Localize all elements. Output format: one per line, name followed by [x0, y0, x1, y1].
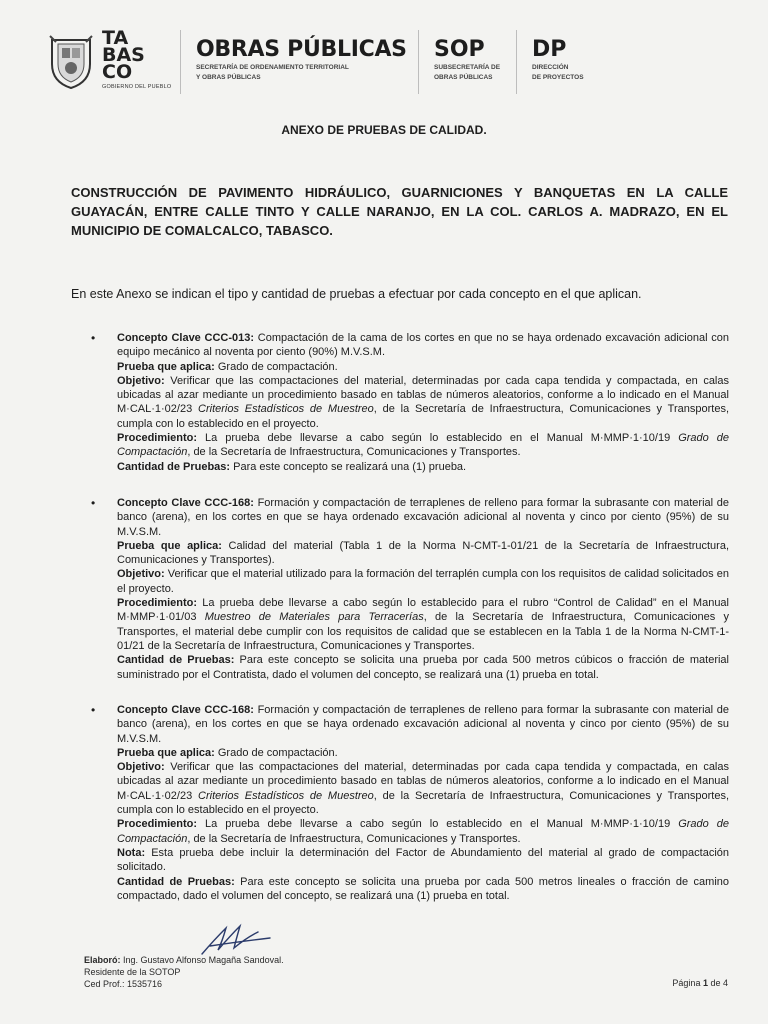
- test-label: Prueba que aplica:: [117, 360, 215, 373]
- concept-label: Concepto Clave CCC-168:: [117, 704, 254, 716]
- page-total: de 4: [707, 978, 728, 988]
- bullet-icon: •: [91, 331, 96, 345]
- page-number: [672, 978, 728, 988]
- concept-item: [91, 496, 729, 682]
- concept-item: [91, 703, 729, 903]
- logo-line-2: BAS: [102, 44, 145, 66]
- test-label: Prueba que aplica:: [117, 539, 222, 552]
- quantity-text: Para este concepto se solicita una prueba por cada 500 metros lineales o fracción de camino compactado, dado el volumen del concepto, se realizará una (1) prueba en total.: [117, 875, 729, 902]
- sop-block: [434, 38, 500, 82]
- page-word: Página: [672, 978, 703, 988]
- bullet-icon: •: [91, 496, 96, 510]
- quantity-text: Para este concepto se solicita una prueba por cada 500 metros cúbicos o fracción de material suministrado por el Contratista, dado el volumen del concepto, se realizará una (1) prueba en total.: [117, 654, 729, 681]
- procedure-manual-title: Grado de Compactación: [117, 818, 729, 845]
- concept-label: Concepto Clave CCC-168:: [117, 497, 254, 509]
- test-text: Grado de compactación.: [214, 360, 338, 373]
- procedure-text: , de la Secretaría de Infraestructura, Comunicaciones y Transportes.: [187, 446, 521, 459]
- project-name: CONSTRUCCIÓN DE PAVIMENTO HIDRÁULICO, GUARNICIONES Y BANQUETAS EN LA CALLE GUAYACÁN, ENTRE CALLE TINTO Y CALLE NARANJO, EN LA COL. CARLOS A. MADRAZO, EN EL MUNICIPIO DE COMALCALCO, TABASCO.: [71, 185, 728, 238]
- dp-acronym: DP: [532, 37, 567, 62]
- header-divider: [516, 30, 517, 94]
- document-title: ANEXO DE PRUEBAS DE CALIDAD.: [281, 123, 487, 137]
- concept-item: [91, 331, 729, 474]
- dp-subtitle-1: DIRECCIÓN: [532, 64, 569, 71]
- concept-text: Compactación de la cama de los cortes en que no se haya ordenado excavación adicional con equipo mecánico al noventa por ciento (90%) M.V.S.M.: [117, 332, 729, 359]
- sop-subtitle-1: SUBSECRETARÍA DE: [434, 64, 501, 71]
- objective-label: Objetivo:: [117, 761, 165, 774]
- procedure-manual-title: Grado de Compactación: [117, 432, 729, 459]
- quantity-label: Cantidad de Pruebas:: [117, 875, 235, 888]
- letterhead: [38, 24, 738, 100]
- procedure-text: La prueba debe llevarse a cabo según lo establecido en el Manual M·MMP·1·10/19: [197, 818, 679, 831]
- state-coat-of-arms-icon: [46, 34, 96, 90]
- concept-label: Concepto Clave CCC-013:: [117, 332, 255, 344]
- sop-subtitle-2: OBRAS PÚBLICAS: [434, 74, 493, 81]
- objective-text: Verificar que las compactaciones del material, determinadas por cada capa tendida y compactada, en calas ubicadas al azar mediante un procedimiento basado en tablas de números aleatorios, conforme a lo indicado en el Manual M·CAL·1·02/23: [117, 761, 729, 802]
- bullet-icon: •: [91, 703, 96, 717]
- professional-license: Ced Prof.: 1535716: [84, 979, 163, 989]
- test-label: Prueba que aplica:: [117, 746, 215, 759]
- department-title: OBRAS PÚBLICAS: [196, 37, 407, 62]
- procedure-text: , de la Secretaría de Infraestructura, Comunicaciones y Transportes.: [187, 832, 521, 845]
- logo-tagline: GOBIERNO DEL PUEBLO: [102, 84, 172, 90]
- procedure-label: Procedimiento:: [117, 597, 198, 610]
- objective-label: Objetivo:: [117, 374, 165, 387]
- objective-label: Objetivo:: [117, 568, 165, 581]
- logo-line-1: TA: [102, 27, 129, 49]
- signature-icon: [196, 918, 276, 958]
- note-text: Esta prueba debe incluir la determinación del Factor de Abundamiento del material al grado de compactación solicitado.: [117, 846, 729, 874]
- procedure-manual-title: Muestreo de Materiales para Terracerías: [204, 611, 424, 624]
- note-label: Nota:: [117, 846, 146, 859]
- objective-text: Verificar que las compactaciones del material, determinadas por cada capa tendida y compactada, en calas ubicadas al azar mediante un procedimiento basado en tablas de números aleatorios, conforme a lo indicado en el Manual M·CAL·1·02/23: [117, 374, 729, 416]
- prepared-role: Residente de la SOTOP: [84, 967, 181, 977]
- test-text: Calidad del material (Tabla 1 de la Norma N-CMT-1-01/21 de la Secretaría de Infraestructura, Comunicaciones y Transportes).: [117, 539, 729, 567]
- header-divider: [180, 30, 181, 94]
- procedure-label: Procedimiento:: [117, 818, 198, 831]
- header-divider: [418, 30, 419, 94]
- department-subtitle-2: Y OBRAS PÚBLICAS: [196, 74, 261, 81]
- intro-paragraph: En este Anexo se indican el tipo y cantidad de pruebas a efectuar por cada concepto en el que aplican.: [71, 287, 642, 301]
- quantity-label: Cantidad de Pruebas:: [117, 460, 231, 473]
- objective-text: Verificar que el material utilizado para la formación del terraplén cumpla con los requisitos de calidad solicitados en el proyecto.: [117, 568, 729, 595]
- prepared-label: Elaboró:: [84, 955, 121, 965]
- department-subtitle-1: SECRETARÍA DE ORDENAMIENTO TERRITORIAL: [196, 64, 349, 71]
- procedure-text: La prueba debe llevarse a cabo según lo establecido en el Manual M·MMP·1·10/19: [197, 432, 679, 445]
- objective-manual-title: Criterios Estadísticos de Muestreo: [198, 403, 374, 416]
- test-text: Grado de compactación.: [214, 746, 338, 759]
- procedure-text: , de la Secretaría de Infraestructura, Comunicaciones y Transportes, el material debe cumplir con los requisitos de calidad que se establecen en la Tabla 1 de la Norma N-CMT-1-01/21 de la Secretaría de Infraestructura, Comunicaciones y Transportes.: [117, 611, 729, 652]
- department-block: [196, 38, 407, 82]
- objective-text: , de la Secretaría de Infraestructura, Comunicaciones y Transportes, cumpla con lo establecido en el proyecto.: [117, 789, 729, 817]
- sop-acronym: SOP: [434, 37, 485, 62]
- procedure-text: La prueba debe llevarse a cabo según lo establecido para el rubro “Control de Calidad” en el Manual M·MMP·1·01/03: [117, 597, 729, 624]
- dp-subtitle-2: DE PROYECTOS: [532, 74, 584, 81]
- prepared-name: Ing. Gustavo Alfonso Magaña Sandoval.: [120, 955, 284, 965]
- quantity-text: Para este concepto se realizará una (1) prueba.: [230, 460, 467, 473]
- concept-text: Formación y compactación de terraplenes de relleno para formar la subrasante con material de banco (arena), en los cortes en que se haya ordenado excavación adicional al noventa y cinco por ciento (95%) de su M.V.S.M.: [117, 704, 729, 745]
- objective-text: , de la Secretaría de Infraestructura, Comunicaciones y Transportes, cumpla con lo establecido en el proyecto.: [117, 403, 729, 430]
- dp-block: [532, 38, 584, 82]
- prepared-by-block: [84, 954, 284, 990]
- logo-line-3: CO: [102, 61, 133, 83]
- procedure-label: Procedimiento:: [117, 432, 198, 445]
- page-current: 1: [702, 978, 708, 988]
- concept-text: Formación y compactación de terraplenes de relleno para formar la subrasante con material de banco (arena), en los cortes en que se haya ordenado excavación adicional al noventa y cinco por ciento (95%) de su M.V.S.M.: [117, 497, 729, 538]
- quantity-label: Cantidad de Pruebas:: [117, 654, 235, 667]
- objective-manual-title: Criterios Estadísticos de Muestreo: [198, 789, 374, 802]
